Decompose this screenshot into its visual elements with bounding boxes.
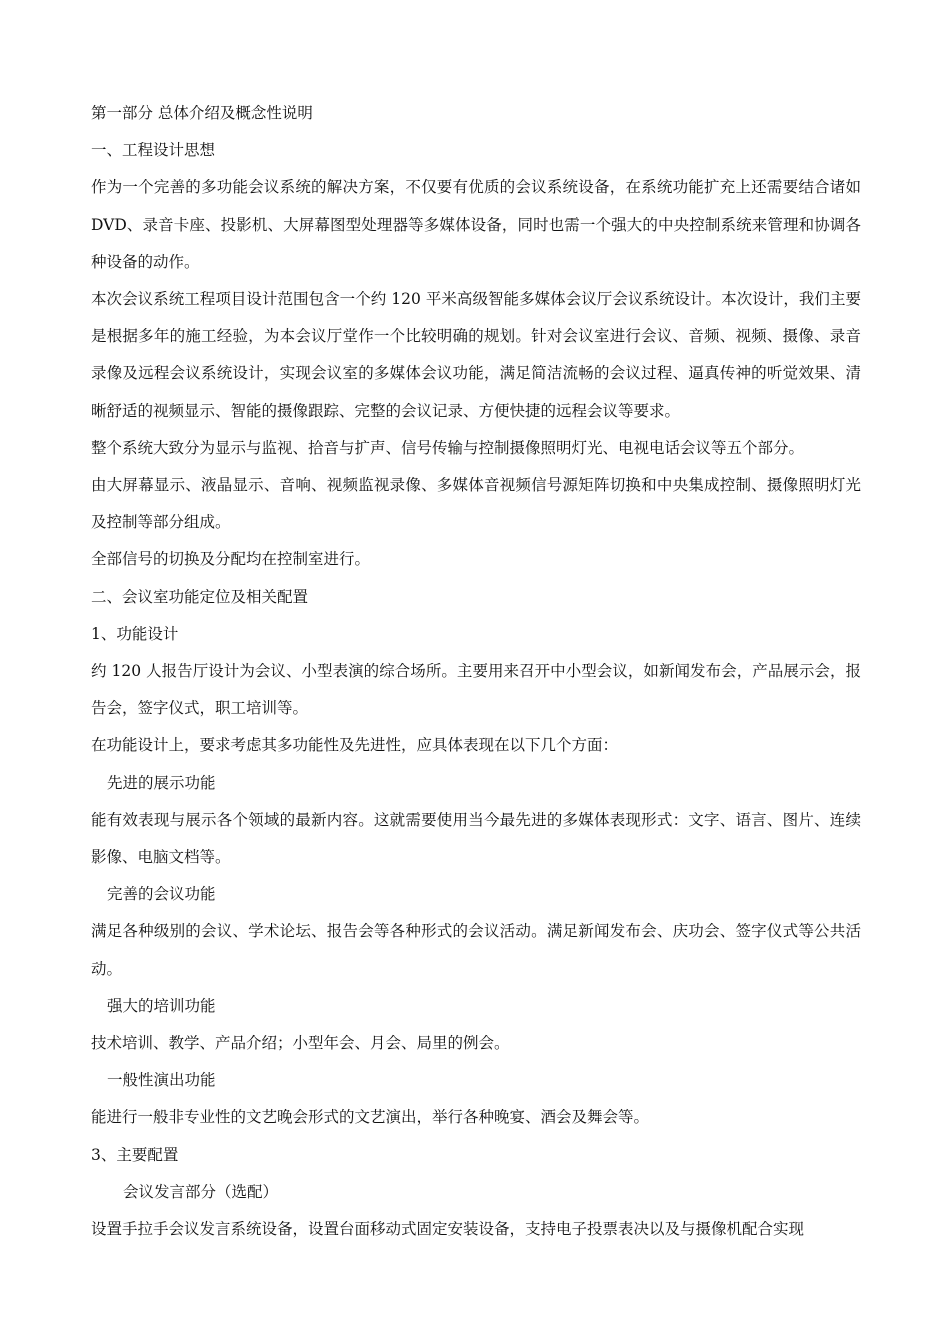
paragraph: 能进行一般非专业性的文艺晚会形式的文艺演出，举行各种晚宴、酒会及舞会等。 bbox=[91, 1108, 650, 1127]
item-title-speech-system: 会议发言部分（选配） bbox=[123, 1182, 279, 1201]
section-heading-design-idea: 一、工程设计思想 bbox=[91, 141, 216, 160]
paragraph: 由大屏幕显示、液晶显示、音响、视频监视录像、多媒体音视频信号源矩阵切换和中央集成控制、摄像照明灯光及控制等部分组成。 bbox=[91, 476, 861, 532]
paragraph: 能有效表现与展示各个领域的最新内容。这就需要使用当今最先进的多媒体表现形式：文字、语言、图片、连续影像、电脑文档等。 bbox=[91, 810, 861, 867]
paragraph: 全部信号的切换及分配均在控制室进行。 bbox=[91, 550, 371, 569]
paragraph: 约 120 人报告厅设计为会议、小型表演的综合场所。主要用来召开中小型会议，如新闻发布会，产品展示会，报告会，签字仪式，职工培训等。 bbox=[91, 662, 861, 718]
part-title: 第一部分 总体介绍及概念性说明 bbox=[91, 104, 313, 122]
document-body bbox=[91, 95, 861, 1248]
subsection-heading-function-design: 1、功能设计 bbox=[91, 624, 179, 643]
paragraph: 在功能设计上，要求考虑其多功能性及先进性，应具体表现在以下几个方面： bbox=[91, 736, 619, 755]
paragraph: 满足各种级别的会议、学术论坛、报告会等各种形式的会议活动。满足新闻发布会、庆功会、签字仪式等公共活动。 bbox=[91, 922, 861, 978]
paragraph: 本次会议系统工程项目设计范围包含一个约 120 平米高级智能多媒体会议厅会议系统设计。本次设计，我们主要是根据多年的施工经验，为本会议厅堂作一个比较明确的规划。针对会议室进行会议、音频、视频、摄像、录音录像及远程会议系统设计，实现会议室的多媒体会议功能，满足简洁流畅的会议过程、逼真传神的听觉效果、清晰舒适的视频显示、智能的摄像跟踪、完整的会议记录、方便快捷的远程会议等要求。 bbox=[91, 290, 861, 420]
paragraph: 整个系统大致分为显示与监视、拾音与扩声、信号传输与控制摄像照明灯光、电视电话会议等五个部分。 bbox=[91, 438, 805, 457]
paragraph: 设置手拉手会议发言系统设备，设置台面移动式固定安装设备，支持电子投票表决以及与摄像机配合实现 bbox=[91, 1220, 805, 1239]
item-title-display-function: 先进的展示功能 bbox=[107, 773, 216, 792]
item-title-training-function: 强大的培训功能 bbox=[107, 996, 216, 1015]
section-heading-function-positioning: 二、会议室功能定位及相关配置 bbox=[91, 587, 309, 606]
paragraph: 技术培训、教学、产品介绍；小型年会、月会、局里的例会。 bbox=[91, 1034, 510, 1053]
paragraph: 作为一个完善的多功能会议系统的解决方案，不仅要有优质的会议系统设备，在系统功能扩充上还需要结合诸如 DVD、录音卡座、投影机、大屏幕图型处理器等多媒体设备，同时也需一个强大的中央控制系统来管理和协调各种设备的动作。 bbox=[91, 178, 861, 271]
item-title-meeting-function: 完善的会议功能 bbox=[107, 885, 216, 904]
item-title-performance-function: 一般性演出功能 bbox=[107, 1071, 216, 1090]
subsection-heading-main-config: 3、主要配置 bbox=[91, 1145, 179, 1164]
